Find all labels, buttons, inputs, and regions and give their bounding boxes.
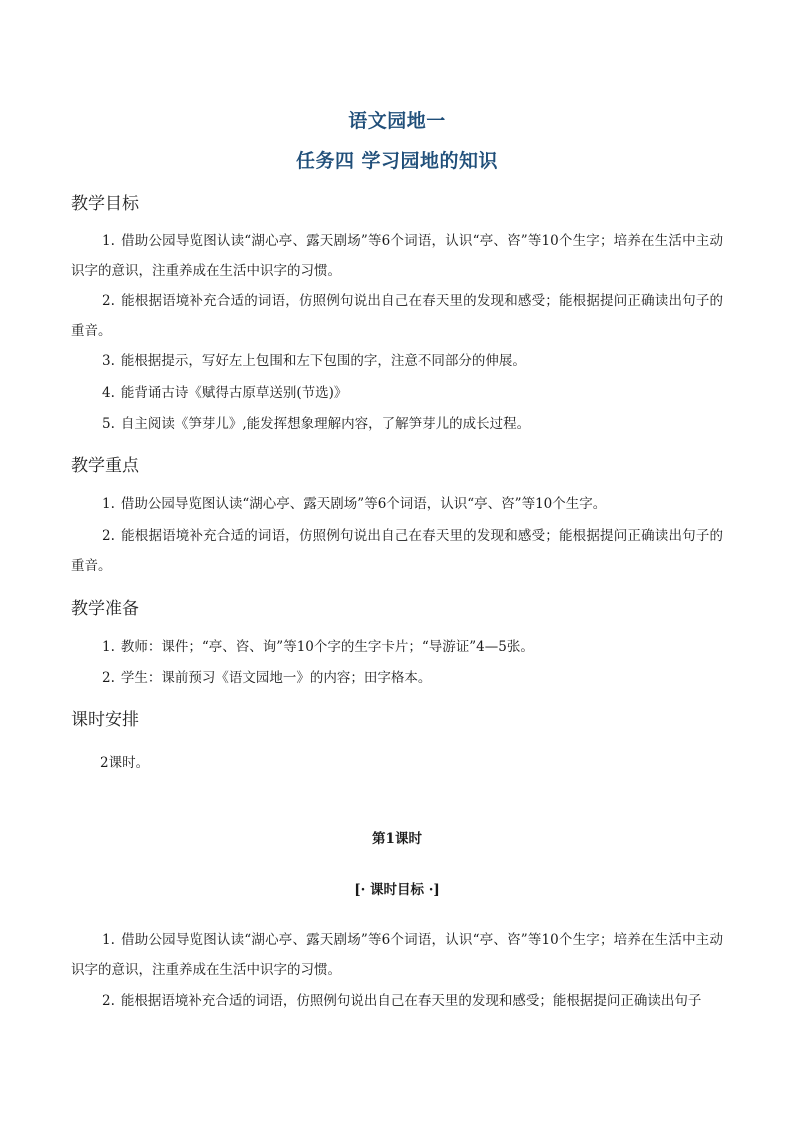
goal-item (71, 378, 723, 408)
prep-item (71, 632, 723, 662)
goal-item (71, 346, 723, 376)
section-heading-goals: 教学目标 (71, 194, 139, 214)
goal-item-text: 能根据语境补充合适的词语，仿照例句说出自己在春天里的发现和感受；能根据提问正确读出句子的重音。 (71, 293, 723, 339)
goal-item-num: 5. (102, 416, 115, 432)
goal-item-num: 4. (102, 385, 115, 401)
goal-item (71, 409, 723, 439)
section-heading-schedule: 课时安排 (71, 710, 139, 730)
lesson-goal-label: [· 课时目标 ·] (354, 882, 440, 898)
lesson-goal-num: 1. (102, 932, 115, 948)
goal-item (71, 286, 723, 346)
goal-item-text: 自主阅读《笋芽儿》,能发挥想象理解内容，了解笋芽儿的成长过程。 (120, 416, 531, 432)
lesson-title: 第1课时 (372, 831, 422, 847)
section-heading-key-points: 教学重点 (71, 456, 139, 476)
key-point-num: 2. (102, 528, 115, 544)
lesson-goal-text: 借助公园导览图认读“湖心亭、露天剧场”等6个词语，认识“亭、咨”等10个生字；培养在生活中主动识字的意识，注重养成在生活中识字的习惯。 (71, 932, 723, 978)
prep-item-num: 2. (102, 670, 115, 686)
lesson-goal-item (71, 925, 723, 985)
lesson-goal-text: 能根据语境补充合适的词语，仿照例句说出自己在春天里的发现和感受；能根据提问正确读出句子 (120, 993, 702, 1009)
section-heading-prep: 教学准备 (71, 599, 139, 619)
goal-item-num: 2. (102, 293, 115, 309)
goal-item-text: 借助公园导览图认读“湖心亭、露天剧场”等6个词语，认识“亭、咨”等10个生字；培养在生活中主动识字的意识，注重养成在生活中识字的习惯。 (71, 233, 723, 279)
goal-item (71, 226, 723, 286)
lesson-goal-item (71, 986, 723, 1016)
page-subtitle: 任务四 学习园地的知识 (295, 150, 499, 172)
prep-item-text: 学生：课前预习《语文园地一》的内容；田字格本。 (120, 670, 432, 686)
schedule-text: 2课时。 (100, 755, 150, 771)
prep-item-num: 1. (102, 639, 115, 655)
key-point-text: 借助公园导览图认读“湖心亭、露天剧场”等6个词语，认识“亭、咨”等10个生字。 (120, 496, 607, 512)
goal-item-num: 3. (102, 353, 115, 369)
goal-item-text: 能背诵古诗《赋得古原草送别(节选)》 (120, 385, 348, 401)
page-title: 语文园地一 (348, 110, 446, 132)
key-point-text: 能根据语境补充合适的词语，仿照例句说出自己在春天里的发现和感受；能根据提问正确读出句子的重音。 (71, 528, 723, 574)
goal-item-text: 能根据提示，写好左上包围和左下包围的字，注意不同部分的伸展。 (120, 353, 526, 369)
lesson-goal-num: 2. (102, 993, 115, 1009)
key-point-num: 1. (102, 496, 115, 512)
prep-item (71, 663, 723, 693)
prep-item-text: 教师：课件；“亭、咨、询”等10个字的生字卡片；“导游证”4—5张。 (120, 639, 534, 655)
key-point-item (71, 521, 723, 581)
key-point-item (71, 489, 723, 519)
goal-item-num: 1. (102, 233, 115, 249)
